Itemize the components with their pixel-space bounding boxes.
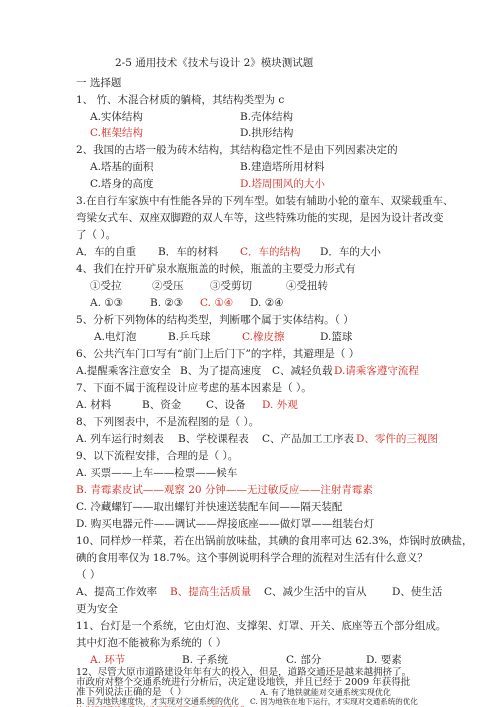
question-2-option-c: C.塔身的高度 [90, 178, 154, 190]
question-3-option-b: B．车的材料 [158, 246, 219, 258]
question-9-option-b-answer: B. 青霉素皮试——观察 20 分钟——无过敏反应——注射青霉素 [76, 484, 373, 496]
question-1-option-b: B.壳体结构 [240, 111, 294, 123]
question-10-stem-line-1: 10、同样炒一样菜，若在出锅前放味盐，其碘的食用率可达 62.3%，炸锅时放碘盐， [76, 535, 473, 547]
question-10-option-a: A、提高工作效率 [76, 586, 158, 598]
question-5-option-c-answer: C.橡皮擦 [242, 331, 285, 343]
question-5-stem: 5、分析下列物体的结构类型，判断哪个属于实体结构。（ ） [76, 314, 354, 326]
question-9-option-c: C. 冷藏螺钉——取出螺钉并快速送装配车间——隔天装配 [76, 501, 343, 513]
question-8-option-c: C、产品加工工序表 [262, 433, 355, 445]
question-11-option-a-answer: A. 环节 [90, 654, 126, 666]
question-7-option-b: B、资金 [142, 399, 182, 411]
question-7-option-d-answer: D. 外观 [262, 399, 298, 411]
question-11-stem-line-2: 其中灯泡不能被称为系统的（ ） [76, 637, 227, 649]
question-9-option-a: A. 买票——上车——检票——候车 [76, 467, 238, 479]
question-6-stem: 6、公共汽车门口写有“前门上后门下”的字样，其避理是（ ） [76, 348, 360, 360]
question-4-choice-3: ③受剪切 [210, 280, 252, 292]
question-3-option-a: A．车的自重 [76, 246, 137, 258]
question-12-stem-line-1: 12、尽管大原市道路建设年年有大的投入，但是，道路交通还是越来越拥挤了。 [76, 667, 412, 678]
question-3-stem-line-2: 弯梁女式车、双座双脚蹬的双人车等，这些特殊功能的实现，是因为设计者改变 [76, 212, 444, 224]
question-11-stem-line-1: 11、台灯是一个系统，它由灯泡、支撑架、灯罩、开关、底座等五个部分组成。 [76, 620, 447, 632]
question-11-option-d: D. 要素 [366, 654, 402, 666]
question-12-stem-line-2: 市政府对整个交通系统进行分析后，决定建设地铁，并且已经于 2009 年获得批 [76, 677, 411, 688]
question-2-option-a: A.塔基的面积 [90, 161, 154, 173]
question-1-stem: 1、 竹、木混合材质的躺椅，其结构类型为 c [76, 94, 285, 106]
section-heading: 一 选择题 [76, 77, 122, 89]
question-4-option-a: A. ①③ [90, 297, 124, 309]
question-10-option-b-answer: B、提高生活质量 [170, 586, 252, 598]
question-2-stem: 2、我国的古塔一般为砖木结构，其结构稳定性不是由下列因素决定的 [76, 144, 398, 156]
question-3-option-d: D．车的大小 [320, 246, 381, 258]
question-4-option-b: B. ②③ [150, 297, 184, 309]
question-4-choice-1: ①受拉 [90, 280, 122, 292]
question-6-option-b: B、为了提高速度 [180, 365, 262, 377]
question-5-option-b: B.乒乓球 [168, 331, 211, 343]
question-10-option-c: C、减少生活中的盲从 [264, 586, 367, 598]
question-12-option-a: A. 有了地铁就能对交通系统实现优化 [260, 688, 391, 697]
question-3-stem-line-1: 3.在自行车家族中有性能各异的下列车型。如装有辅助小轮的童车、双梁载重车、 [76, 195, 454, 207]
question-7-option-c: C、设备 [206, 399, 246, 411]
question-9-stem: 9、以下流程安排，合理的是（ ）。 [76, 450, 239, 462]
question-4-option-c-answer: C. ①④ [200, 297, 234, 309]
question-5-option-a: A.电灯泡 [94, 331, 137, 343]
question-2-option-b: B.建造塔所用材料 [240, 161, 325, 173]
question-7-stem: 7、下面不属于流程设计应考虑的基本因素是（ ）。 [76, 382, 312, 394]
question-2-option-d-answer: D.塔周围风的大小 [240, 178, 325, 190]
question-7-option-a: A. 材料 [76, 399, 112, 411]
question-1-option-d: D.拱形结构 [240, 127, 294, 139]
question-3-option-c-answer: C．车的结构 [240, 246, 301, 258]
question-5-option-d: D.篮球 [320, 331, 353, 343]
question-6-option-a: A.提醒乘客注意安全 [76, 365, 171, 377]
question-8-option-b: B、学校课程表 [178, 433, 249, 445]
question-11-option-b: B. 子系统 [182, 654, 228, 666]
question-4-choice-4: ④受扭转 [286, 280, 328, 292]
question-4-stem: 4、我们在拧开矿泉水瓶瓶盖的时候，瓶盖的主要受力形式有 [76, 263, 356, 275]
question-10-option-d: D、使生活 [392, 586, 443, 598]
question-11-option-c: C. 部分 [286, 654, 322, 666]
question-8-option-d-answer: D、零件的三视图 [356, 433, 438, 445]
question-12-option-b: B. 因为地铁速度快，才实现对交通系统的优化 [76, 697, 239, 706]
question-3-stem-line-3: 了（ ）。 [76, 229, 117, 241]
question-10-stem-line-3: （ ） [76, 569, 101, 581]
question-8-option-a: A. 列车运行时刻表 [76, 433, 164, 445]
question-1-option-c-answer: C.框架结构 [90, 127, 143, 139]
question-4-option-d: D. ②④ [250, 297, 284, 309]
question-4-choice-2: ②受压 [152, 280, 184, 292]
page-title: 2-5 通用技术《技术与设计 2》模块测试题 [115, 57, 314, 69]
question-6-option-d-answer: D.请乘客遵守流程 [334, 365, 419, 377]
question-6-option-c: C、减轻负载 [272, 365, 333, 377]
question-10-stem-line-2: 碘的食用率仅为 18.7%。这个事例说明科学合理的流程对生活有什么意义？ [76, 552, 428, 564]
question-12-option-c: C. 因为地铁在地下运行，才实现对交通系统的优化 [250, 697, 418, 706]
question-9-option-d: D. 购买电器元件——调试——焊接底座——做灯罩——组装台灯 [76, 518, 375, 530]
question-1-option-a: A.实体结构 [90, 111, 143, 123]
question-12-stem-line-3: 准下列说法正确的是 （ ） [76, 687, 187, 698]
question-8-stem: 8、下列图表中，不是流程图的是（ ）。 [76, 416, 260, 428]
question-10-option-d-continued: 更为安全 [76, 603, 118, 615]
